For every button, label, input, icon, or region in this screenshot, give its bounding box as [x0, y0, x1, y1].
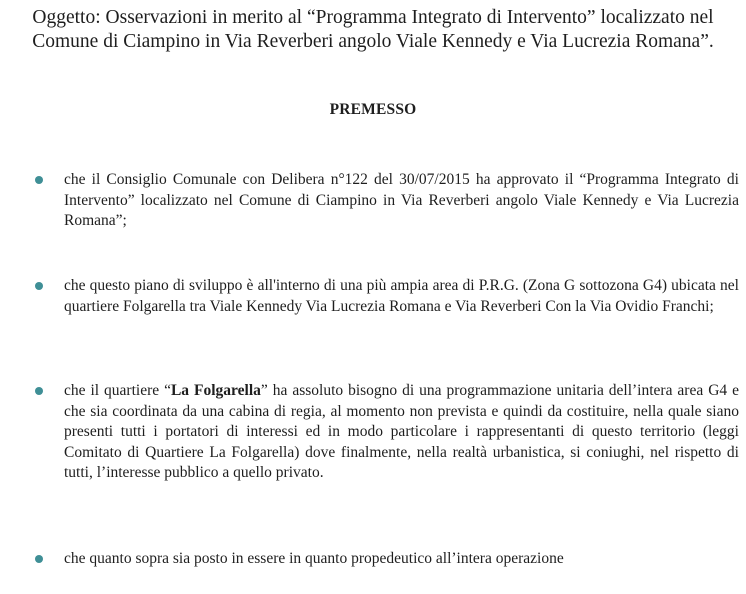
list-item-text: che il Consiglio Comunale con Delibera n°122 del 30/07/2015 ha approvato il “Programma Integrato di Intervento” localizzato nel Comune di Ciampino in Via Reverberi angolo Viale Kennedy e Via Lucrezia Romana”; [64, 171, 739, 230]
subject-line-1: Oggetto: Osservazioni in merito al “Programma Integrato di Intervento” localizzato nel [32, 7, 714, 28]
section-heading: PREMESSO [329, 101, 417, 118]
list-item-text-end: ” ha assoluto bisogno di una programmazione unitaria dell’intera area G4 e che sia coordinata da una cabina di regia, al momento non prevista e quindi da costituire, nella quale siano presenti tutti i portatori di interessi ed in modo particolare i rappresentanti di questo territorio (leggi Comitato di Quartiere La Folgarella) dove finalmente, nella realtà urbanistica, si coniughi, nel rispetto di tutti, l’interesse pubblico a quello privato. [64, 382, 739, 482]
list-item-text: che questo piano di sviluppo è all'interno di una più ampia area di P.R.G. (Zona G sottozona G4) ubicata nel quartiere Folgarella tra Viale Kennedy Via Lucrezia Romana e Via Reverberi Con la Via Ovidio Franchi; [64, 277, 739, 315]
neighborhood-name: La Folgarella [170, 382, 261, 399]
document-subject [0, 6, 746, 54]
list-item-text [64, 381, 739, 484]
list-item-text: che quanto sopra sia posto in essere in quanto propedeutico all’intera operazione [64, 550, 564, 567]
list-item-text-start: che il quartiere “ [64, 382, 171, 399]
bullet-icon [35, 555, 43, 563]
subject-line-2: Comune di Ciampino in Via Reverberi angolo Viale Kennedy e Via Lucrezia Romana”. [32, 31, 714, 52]
bullet-icon [35, 387, 43, 395]
bullet-icon [35, 176, 43, 184]
bullet-icon [35, 282, 43, 290]
